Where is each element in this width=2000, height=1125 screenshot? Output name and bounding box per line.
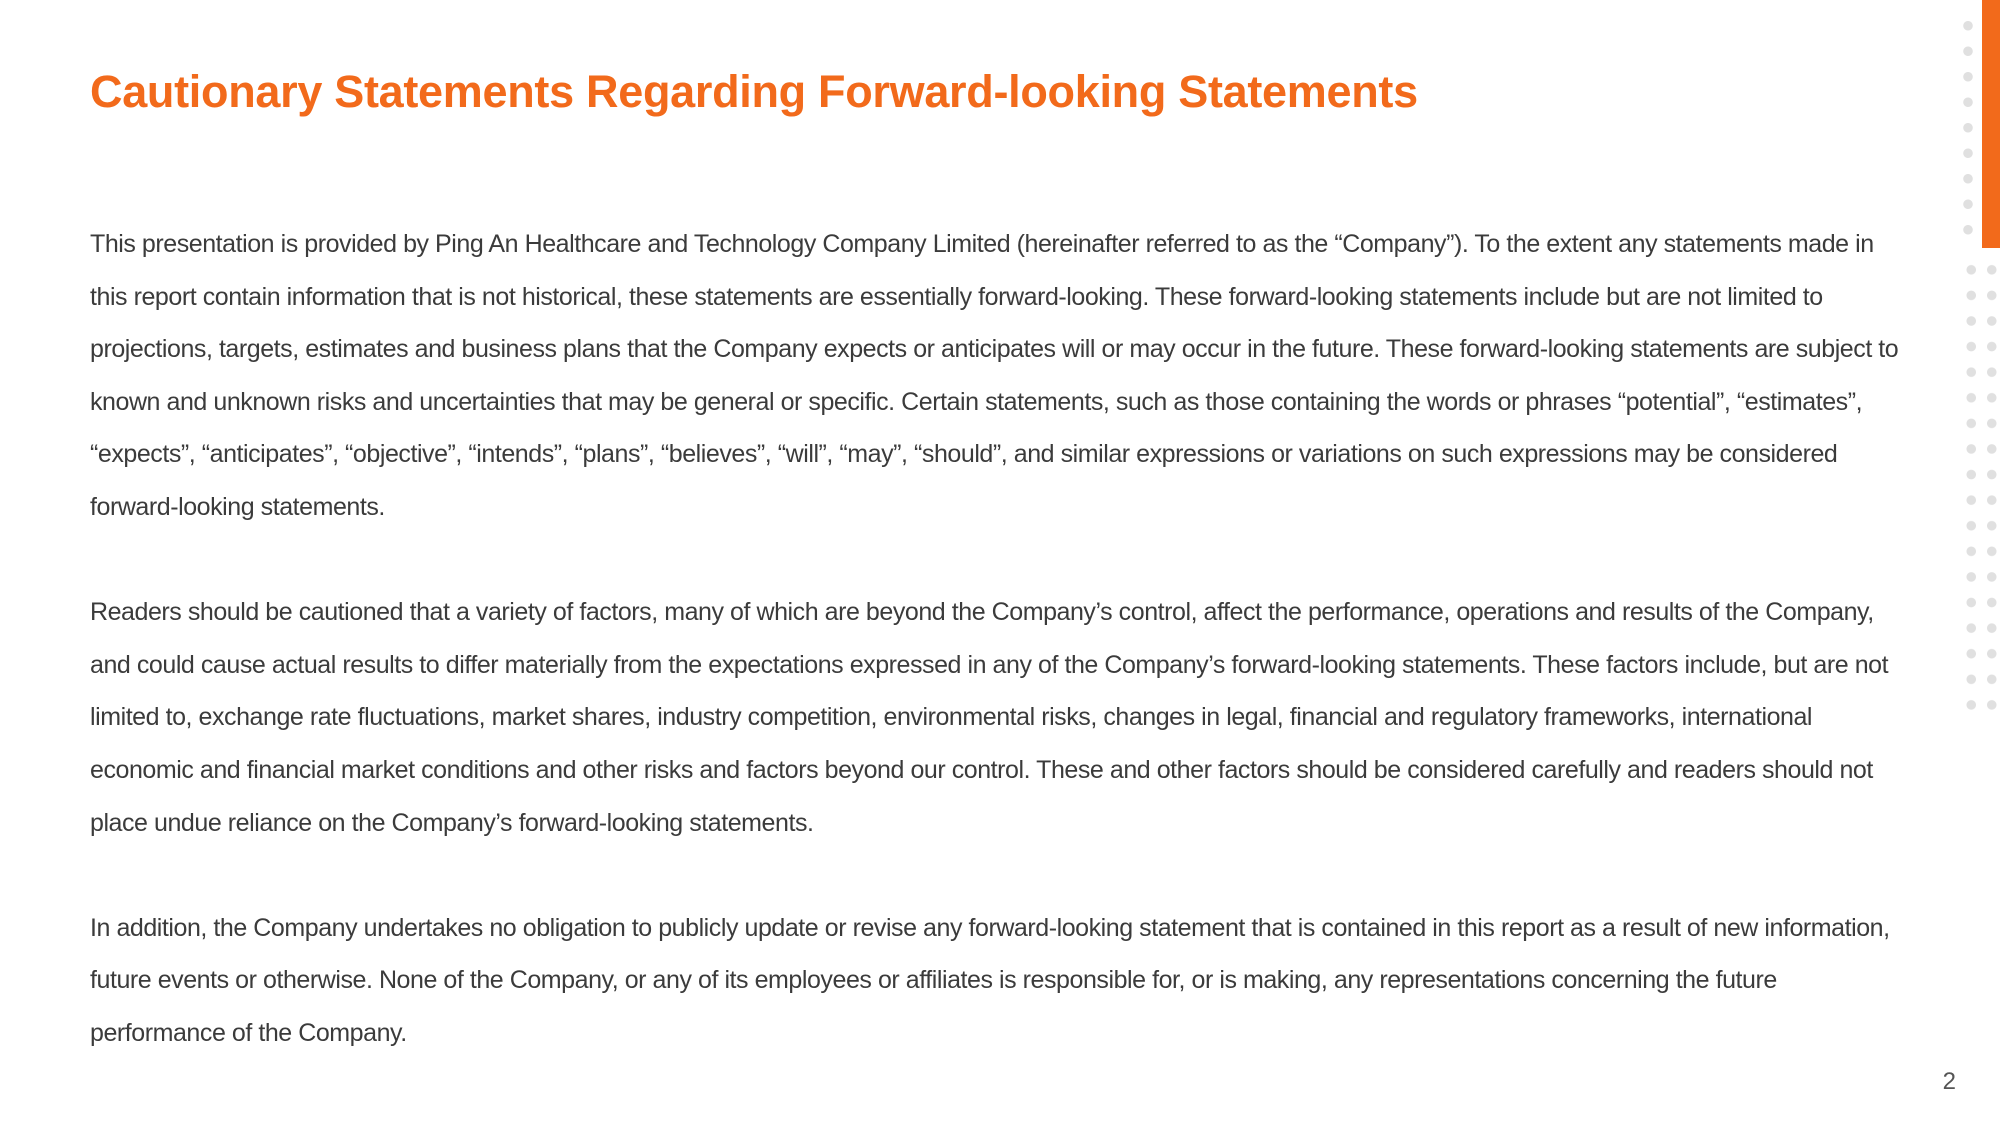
page-number: 2	[1942, 1068, 1956, 1095]
paragraph-forward-looking-intro: This presentation is provided by Ping An Healthcare and Technology Company Limited (hereinafter referred to as the “Company”). To the extent any statements made in this report contain information that is not historical, these statements are essentially forward-looking. These forward-looking statements include but are not limited to projections, targets, estimates and business plans that the Company expects or anticipates will or may occur in the future. These forward-looking statements are subject to known and unknown risks and uncertainties that may be general or specific. Certain statements, such as those containing the words or phrases “potential”, “estimates”, “expects”, “anticipates”, “objective”, “intends”, “plans”, “believes”, “will”, “may”, “should”, and similar expressions or variations on such expressions may be considered forward-looking statements.	[90, 230, 1899, 521]
paragraph-risk-factors: Readers should be cautioned that a variety of factors, many of which are beyond the Company’s control, affect the performance, operations and results of the Company, and could cause actual results to differ materially from the expectations expressed in any of the Company’s forward-looking statements. These factors include, but are not limited to, exchange rate fluctuations, market shares, industry competition, environmental risks, changes in legal, financial and regulatory frameworks, international economic and financial market conditions and other risks and factors beyond our control. These and other factors should be considered carefully and readers should not place undue reliance on the Company’s forward-looking statements.	[90, 598, 1889, 837]
paragraph-no-obligation: In addition, the Company undertakes no obligation to publicly update or revise any forward-looking statement that is contained in this report as a result of new information, future events or otherwise. None of the Company, or any of its employees or affiliates is responsible for, or is making, any representations concerning the future performance of the Company.	[90, 913, 1890, 1047]
accent-bar	[1982, 0, 2000, 248]
dot-pattern-column	[1962, 13, 1974, 243]
slide-title: Cautionary Statements Regarding Forward-looking Statements	[90, 66, 1418, 117]
dot-pattern-grid	[1961, 257, 2000, 717]
disclaimer-body	[90, 218, 1910, 1060]
